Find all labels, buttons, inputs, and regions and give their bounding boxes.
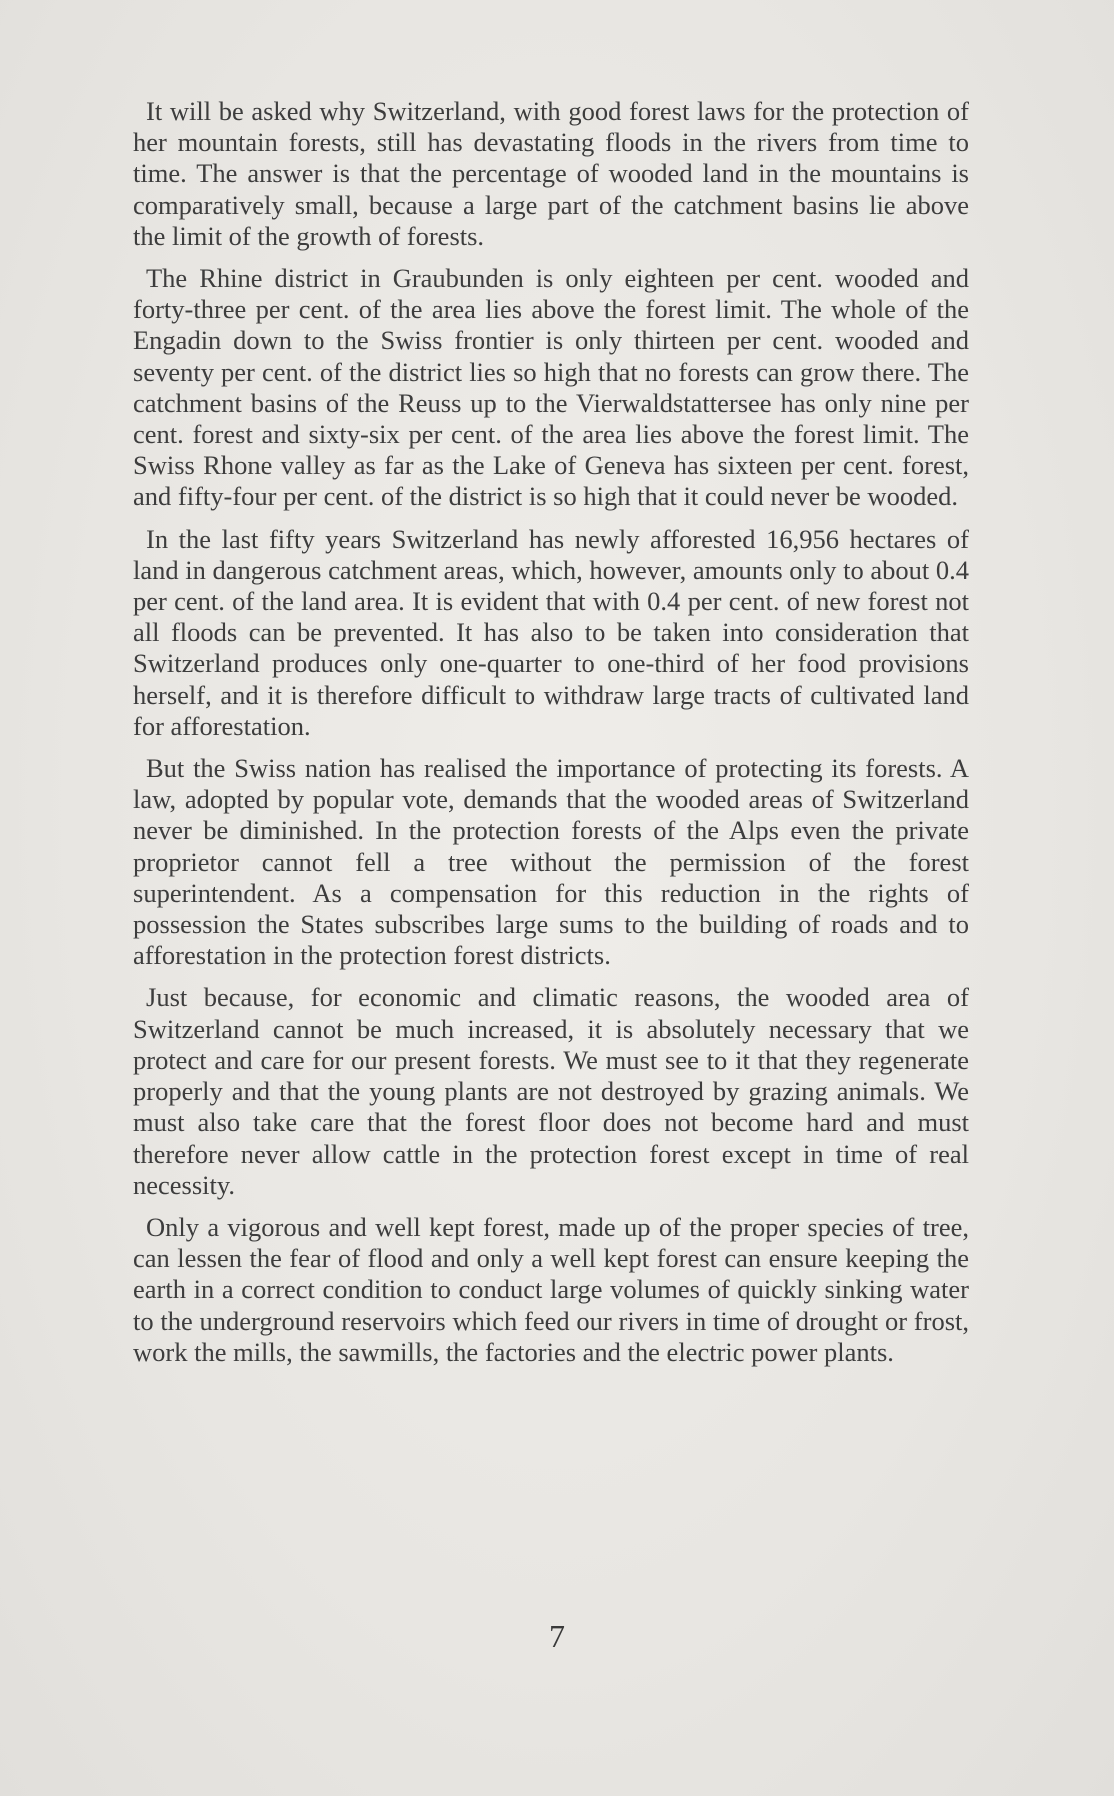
paragraph-2: The Rhine district in Graubunden is only eighteen per cent. wooded and forty-three per cent. of the area lies above the forest limit. The whole of the Engadin down to the Swiss frontier is only thirteen per cent. wooded and seventy per cent. of the district lies so high that no forests can grow there. The catchment basins of the Reuss up to the Vierwaldstattersee has only nine per cent. forest and sixty-six per cent. of the area lies above the forest limit. The Swiss Rhone valley as far as the Lake of Geneva has sixteen per cent. forest, and fifty-four per cent. of the district is so high that it could never be wooded. bbox=[133, 263, 969, 512]
paragraph-3: In the last fifty years Switzerland has newly afforested 16,956 hectares of land in dangerous catchment areas, which, however, amounts only to about 0.4 per cent. of the land area. It is evident that with 0.4 per cent. of new forest not all floods can be prevented. It has also to be taken into consideration that Switzerland produces only one-quarter to one-third of her food provisions herself, and it is therefore difficult to withdraw large tracts of cultivated land for afforestation. bbox=[133, 523, 969, 741]
body-text bbox=[133, 96, 969, 1379]
page-number: 7 bbox=[549, 1618, 565, 1654]
paragraph-6: Only a vigorous and well kept forest, made up of the proper species of tree, can lessen the fear of flood and only a well kept forest can ensure keeping the earth in a correct condition to conduct large volumes of quickly sinking water to the underground reservoirs which feed our rivers in time of drought or frost, work the mills, the sawmills, the factories and the electric power plants. bbox=[133, 1211, 969, 1367]
paragraph-1: It will be asked why Switzerland, with good forest laws for the protection of her mountain forests, still has devastating floods in the rivers from time to time. The answer is that the percentage of wooded land in the mountains is comparatively small, because a large part of the catchment basins lie above the limit of the growth of forests. bbox=[133, 96, 969, 251]
paragraph-5: Just because, for economic and climatic reasons, the wooded area of Switzerland cannot be much increased, it is absolutely necessary that we protect and care for our present forests. We must see to it that they regenerate properly and that the young plants are not destroyed by grazing animals. We must also take care that the forest floor does not become hard and must therefore never allow cattle in the protection forest except in time of real necessity. bbox=[133, 982, 969, 1200]
paragraph-4: But the Swiss nation has realised the importance of protecting its forests. A law, adopted by popular vote, demands that the wooded areas of Switzerland never be diminished. In the protection forests of the Alps even the private proprietor cannot fell a tree without the permission of the forest superintendent. As a compensation for this reduction in the rights of possession the States subscribes large sums to the building of roads and to afforestation in the protection forest districts. bbox=[133, 753, 969, 971]
